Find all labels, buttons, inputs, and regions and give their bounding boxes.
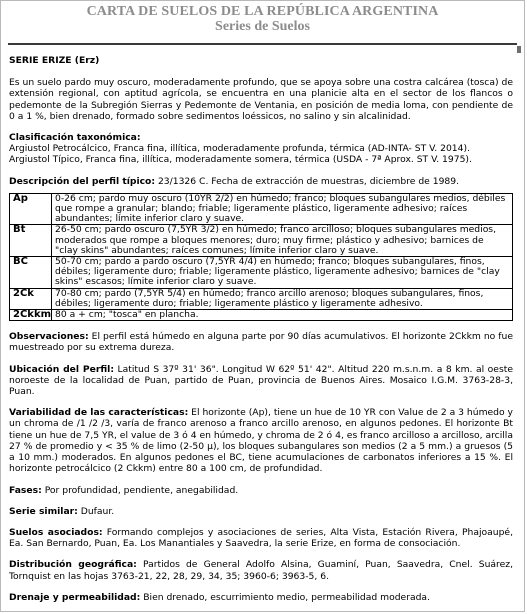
ubicacion-text: Latitud S 37º 31' 36". Longitud W 62º 51' 42". Altitud 220 m.s.n.m. a 8 km. al oeste noroeste de la localidad de Puan, partido de Puan, provincia de Buenos Aires. Mosaico I.G.M. 3763-28-3, Puan.: [9, 363, 513, 398]
horizon-description: 0-26 cm; pardo muy oscuro (10YR 2/2) en húmedo; franco; bloques subangulares medios, débiles que rompe a granular; blando; friable; ligeramente plástico, ligeramente adhesivo; raíces abundantes; límite inferior claro y suave.: [52, 193, 513, 225]
horizon-cell: Bt: [10, 225, 52, 257]
asociados-label: Suelos asociados:: [9, 526, 103, 538]
perfil-heading: [9, 176, 513, 187]
scrollbar-thumb[interactable]: [517, 46, 521, 53]
table-row: [10, 257, 513, 289]
ubicacion-section: [9, 364, 513, 398]
perfil-label: Descripción del perfil típico:: [9, 175, 156, 187]
fases-section: [9, 485, 513, 496]
clasificacion-line-2: Argiustol Típico, Franca fina, illítica, moderadamente somera, térmica (USDA - 7ª Aprox. ST V. 1975).: [9, 154, 472, 166]
header: [1, 1, 524, 34]
similar-text: Dufaur.: [77, 505, 115, 517]
horizon-cell: 2Ckkm: [10, 310, 52, 321]
asociados-section: [9, 527, 513, 549]
asociados-text: Formando complejos y asociaciones de series, Alta Vista, Estación Rivera, Phajoaupé, Ea. San Bernardo, Puan, Ea. Los Manantiales y Saavedra, la serie Erize, en forma de consociación.: [9, 526, 513, 550]
variabilidad-label: Variabilidad de las características:: [9, 407, 189, 419]
drenaje-label: Drenaje y permeabilidad:: [9, 591, 141, 603]
table-row: [10, 225, 513, 257]
page-title: CARTA DE SUELOS DE LA REPÚBLICA ARGENTINA: [86, 4, 439, 19]
fases-text: Por profundidad, pendiente, anegabilidad.: [41, 484, 239, 496]
serie-title: SERIE ERIZE (Erz): [9, 55, 100, 66]
fases-label: Fases:: [9, 484, 42, 496]
page-subtitle: Series de Suelos: [215, 19, 310, 34]
table-row: [10, 193, 513, 225]
observaciones-text: El perfil está húmedo en alguna parte por 90 días acumulativos. El horizonte 2Ckkm no fue muestreado por su extrema dureza.: [9, 331, 513, 354]
ubicacion-label: Ubicación del Perfil:: [9, 363, 114, 375]
variabilidad-section: [9, 407, 513, 474]
variabilidad-text: El horizonte (Ap), tiene un hue de 10 YR con Value de 2 a 3 húmedo y un chroma de /1 /2 /3, varía de franco arenoso a franco arcillo arenoso, en algunos pedones. El horizonte Bt tiene un hue de 7,5 YR, el value de 3 ó 4 en húmedo, y chroma de 2 ó 4, es franco arcilloso a arcilloso, arcilla 27 % de promedio y < 35 % de limo (2-50 µ), los bloques subangulares son medios (2 a 5 mm.) a gruesos (5 a 10 mm.) moderados. En algunos pedones el BC, tiene acumulaciones de carbonatos inferiores a 15 %. El horizonte petrocálcico (2 Ckkm) entre 80 a 100 cm, de profundidad.: [9, 407, 513, 475]
distribucion-section: [9, 559, 513, 581]
perfil-text: 23/1326 C. Fecha de extracción de muestras, diciembre de 1989.: [155, 175, 460, 187]
distribucion-label: Distribución geográfica:: [9, 559, 137, 571]
horizon-description: 70-80 cm; pardo (7,5YR 5/4) en húmedo; franco arcillo arenoso; bloques subangulares, finos, débiles; ligeramente duro; friable; ligeramente plástico y ligeramente adhesivo.: [52, 288, 513, 309]
clasificacion-line-1: Argiustol Petrocálcico, Franca fina, illítica, moderadamente profunda, térmica (AD-INTA- ST V. 2014).: [9, 143, 470, 155]
distribucion-text: Partidos de General Adolfo Alsina, Guaminí, Puan, Saavedra, Cnel. Suárez, Tornquist en las hojas 3763-21, 22, 28, 29, 34, 35; 3960-6; 3963-5, 6.: [9, 559, 513, 582]
observaciones-section: [9, 331, 513, 353]
horizon-cell: 2Ck: [10, 288, 52, 309]
perfil-table: [9, 193, 513, 321]
clasificacion-label: Clasificación taxonómica:: [9, 132, 141, 144]
drenaje-text: Bien drenado, escurrimiento medio, permeabilidad moderada.: [140, 591, 430, 603]
serie-intro: Es un suelo pardo muy oscuro, moderadamente profundo, que se apoya sobre una costra calcárea (tosca) de extensión regional, con aptitud agrícola, se encuentra en una planicie alta en el sector de los flancos o pedemonte de la Subregión Sierras y Pedemonte de Ventania, en posición de media loma, con pendiente de 0 a 1 %, bien drenado, formado sobre sedimentos loéssicos, no salino y sin alcalinidad.: [9, 77, 513, 122]
horizon-cell: BC: [10, 257, 52, 289]
similar-section: [9, 506, 513, 517]
table-row: [10, 288, 513, 309]
horizon-description: 50-70 cm; pardo a pardo oscuro (7,5YR 4/4) en húmedo; franco; bloques subangulares, finos, débiles; ligeramente duro; friable; ligeramente plástico, ligeramente adhesivo; barnices de "clay skins" escasos; límite inferior claro y suave.: [52, 257, 513, 289]
similar-label: Serie similar:: [9, 505, 78, 517]
horizon-description: 26-50 cm; pardo oscuro (7,5YR 3/2) en húmedo; franco arcilloso; bloques subangulares medios, moderados que rompe a bloques menores; duro; muy firme; plástico y adhesivo; barnices de "clay skins" abundantes; raíces comunes; límite inferior claro y suave.: [52, 225, 513, 257]
drenaje-section: [9, 592, 513, 603]
observaciones-label: Observaciones:: [9, 331, 89, 343]
horizon-cell: Ap: [10, 193, 52, 225]
table-row: [10, 310, 513, 321]
horizon-description: 80 a + cm; "tosca" en plancha.: [52, 310, 513, 321]
header-divider: [8, 43, 517, 45]
document-body: [9, 54, 513, 603]
